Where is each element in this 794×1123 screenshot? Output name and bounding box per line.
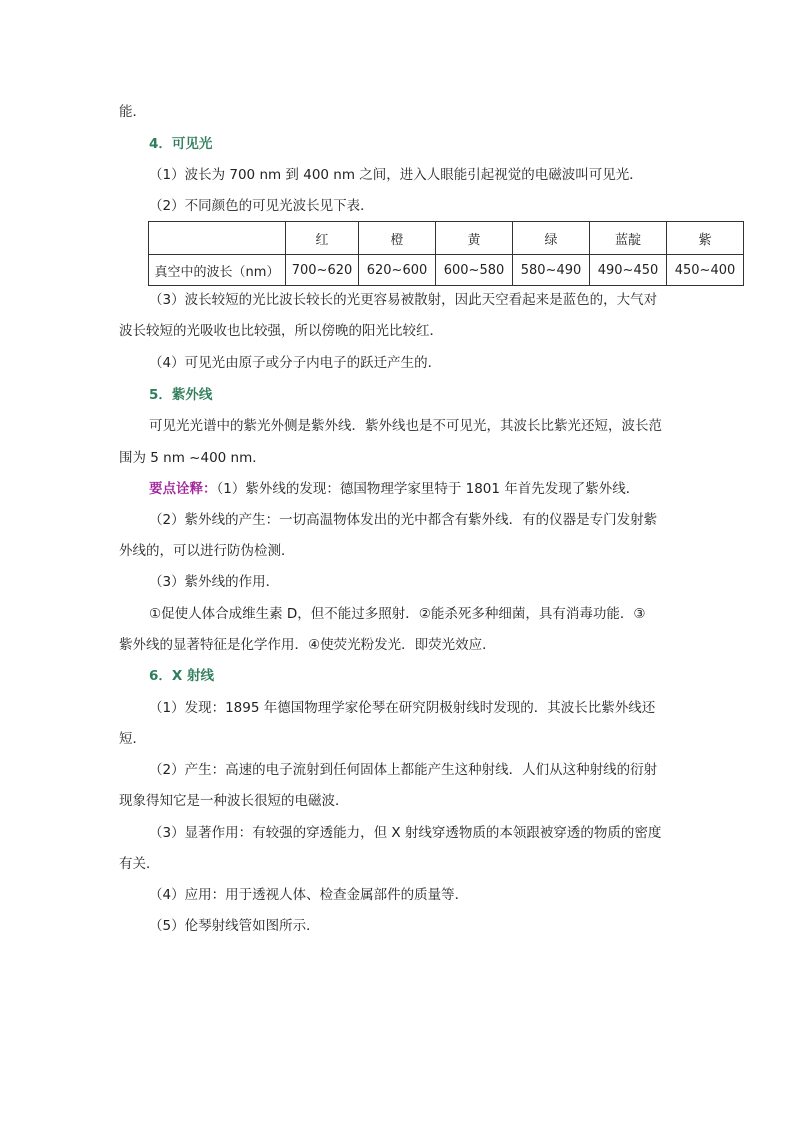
table-header-row: [149, 222, 744, 255]
line-continuation: 能．: [119, 104, 146, 120]
paragraph: 现象得知它是一种波长很短的电磁波．: [119, 793, 349, 809]
table-cell: 450~400: [667, 255, 744, 286]
table-row: [149, 255, 744, 286]
wavelength-table: [148, 221, 744, 286]
paragraph: （1）发现：1895 年德国物理学家伦琴在研究阴极射线时发现的．其波长比紫外线还: [149, 700, 656, 716]
table-cell: 490~450: [590, 255, 667, 286]
table-cell: 700~620: [286, 255, 359, 286]
table-header-cell: [149, 222, 286, 255]
paragraph: （2）产生：高速的电子流射到任何固体上都能产生这种射线．人们从这种射线的衍射: [149, 762, 658, 778]
table-cell: 620~600: [359, 255, 436, 286]
paragraph: （2）不同颜色的可见光波长见下表．: [149, 198, 374, 214]
paragraph: 波长较短的光吸收也比较强，所以傍晚的阳光比较红．: [119, 323, 443, 339]
paragraph: 短．: [119, 731, 146, 747]
paragraph: 外线的，可以进行防伪检测．: [119, 543, 295, 559]
section-heading-x-ray: 6．X 射线: [149, 668, 215, 684]
table-header-cell: 黄: [436, 222, 513, 255]
paragraph: 有关．: [119, 856, 160, 872]
table-header-cell: 紫: [667, 222, 744, 255]
table-cell: 580~490: [513, 255, 590, 286]
section-heading-visible-light: 4．可见光: [149, 136, 213, 152]
paragraph: （5）伦琴射线管如图所示．: [149, 918, 320, 934]
paragraph: （3）紫外线的作用．: [149, 574, 280, 590]
paragraph: （3）波长较短的光比波长较长的光更容易被散射，因此天空看起来是蓝色的，大气对: [149, 292, 658, 308]
key-points-label: 要点诠释：: [149, 481, 217, 497]
paragraph: （1）波长为 700 nm 到 400 nm 之间，进入人眼能引起视觉的电磁波叫可见光．: [149, 167, 643, 183]
paragraph: 可见光光谱中的紫光外侧是紫外线．紫外线也是不可见光，其波长比紫光还短，波长范: [149, 418, 662, 434]
table-header-cell: 橙: [359, 222, 436, 255]
paragraph: （2）紫外线的产生：一切高温物体发出的光中都含有紫外线．有的仪器是专门发射紫: [149, 512, 658, 528]
paragraph: 围为 5 nm ~400 nm．: [119, 450, 266, 466]
paragraph: （3）显著作用：有较强的穿透能力，但 X 射线穿透物质的本领跟被穿透的物质的密度: [149, 825, 662, 841]
table-header-cell: 绿: [513, 222, 590, 255]
table-row-label: 真空中的波长（nm）: [149, 255, 286, 286]
table-cell: 600~580: [436, 255, 513, 286]
paragraph: （4）可见光由原子或分子内电子的跃迁产生的．: [149, 355, 442, 371]
paragraph: （4）应用：用于透视人体、检查金属部件的质量等．: [149, 887, 469, 903]
key-points-line: [149, 479, 639, 499]
table-header-cell: 蓝靛: [590, 222, 667, 255]
table-header-cell: 红: [286, 222, 359, 255]
paragraph: ①促使人体合成维生素 D，但不能过多照射．②能杀死多种细菌，具有消毒功能．③: [149, 606, 646, 622]
key-points-text: （1）紫外线的发现：德国物理学家里特于 1801 年首先发现了紫外线．: [216, 481, 640, 497]
section-heading-ultraviolet: 5．紫外线: [149, 387, 213, 403]
paragraph: 紫外线的显著特征是化学作用．④使荧光粉发光．即荧光效应．: [119, 637, 496, 653]
